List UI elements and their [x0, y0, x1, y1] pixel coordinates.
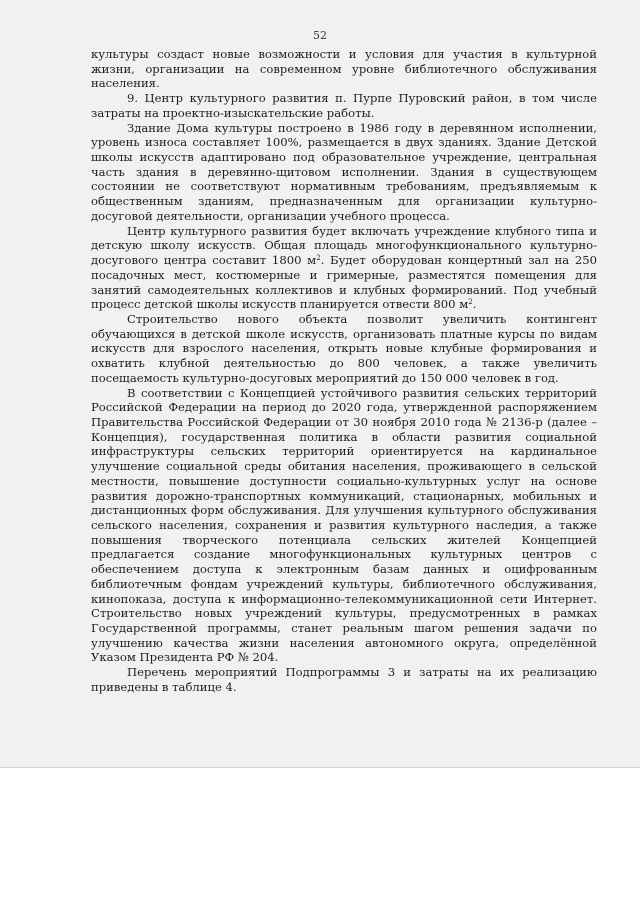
paragraph-building-condition: Здание Дома культуры построено в 1986 году в деревянном исполнении, уровень износа составляет 100%, размещается в двух зданиях. Здание Детской школы искусств адаптировано под образовательное учреждение, центральная часть здания в деревянно-щитовом исполнении. Здания в существующем состоянии не соответствуют нормативным требованиям, предъявляемым к общественным зданиям, предназначенным для организации культурно-досуговой деятельности, организации учебного процесса.	[91, 120, 597, 223]
paragraph-text: Центр культурного развития будет включать учреждение клубного типа и детскую школу искусств. Общая площадь многофункционального культурно-досугового центра составит 1800 м	[91, 223, 597, 268]
paragraph-text: .	[472, 297, 477, 312]
paragraph-concept: В соответствии с Концепцией устойчивого развития сельских территорий Российской Федерации на период до 2020 года, утвержденной распоряжением Правительства Российской Федерации от 30 ноября 2010 года № 2136-р (далее – Концепция), государственная политика в области развития социальной инфраструктуры сельских территорий ориентируется на кардинальное улучшение социальной среды обитания населения, проживающего в сельской местности, повышение доступности социально-культурных услуг на основе развития дорожно-транспортных коммуникаций, стационарных, мобильных и дистанционных форм обслуживания. Для улучшения культурного обслуживания сельского населения, сохранения и развития культурного наследия, а также повышения творческого потенциала сельских жителей Концепцией предлагается создание многофункциональных культурных центров с обеспечением доступа к электронным базам данных и оцифрованным библиотечным фондам учреждений культуры, библиотечного обслуживания, кинопоказа, доступа к информационно-телекоммуникационной сети Интернет. Строительство новых учреждений культуры, предусмотренных в рамках Государственной программы, станет реальным шагом решения задачи по улучшению качества жизни населения автономного округа, определённой Указом Президента РФ № 204.	[91, 385, 597, 665]
page-number: 52	[313, 29, 327, 42]
paragraph-construction-benefits: Строительство нового объекта позволит увеличить контингент обучающихся в детской школе искусств, организовать платные курсы по видам искусств для взрослого населения, открыть новые клубные формирования и охватить клубной деятельностью до 800 человек, а также увеличить посещаемость культурно-досуговых мероприятий до 150 000 человек в год.	[91, 311, 597, 385]
paragraph-center-description	[91, 224, 597, 312]
superscript: 2	[468, 298, 473, 307]
paragraph-continuation: культуры создаст новые возможности и условия для участия в культурной жизни, организации на современном уровне библиотечного обслуживания населения.	[91, 47, 597, 91]
superscript: 2	[316, 254, 321, 263]
paragraph-item-9: 9. Центр культурного развития п. Пурпе Пуровский район, в том числе затраты на проектно-изыскательские работы.	[91, 91, 597, 120]
paragraph-text: . Будет оборудован концертный зал на 250 посадочных мест, костюмерные и гримерные, разместятся помещения для занятий самодеятельных коллективов и клубных формирований. Под учебный процесс детской школы искусств планируется отвести 800 м	[91, 253, 597, 312]
paragraph-table-reference: Перечень мероприятий Подпрограммы 3 и затраты на их реализацию приведены в таблице 4.	[91, 665, 597, 694]
document-body	[91, 47, 597, 695]
